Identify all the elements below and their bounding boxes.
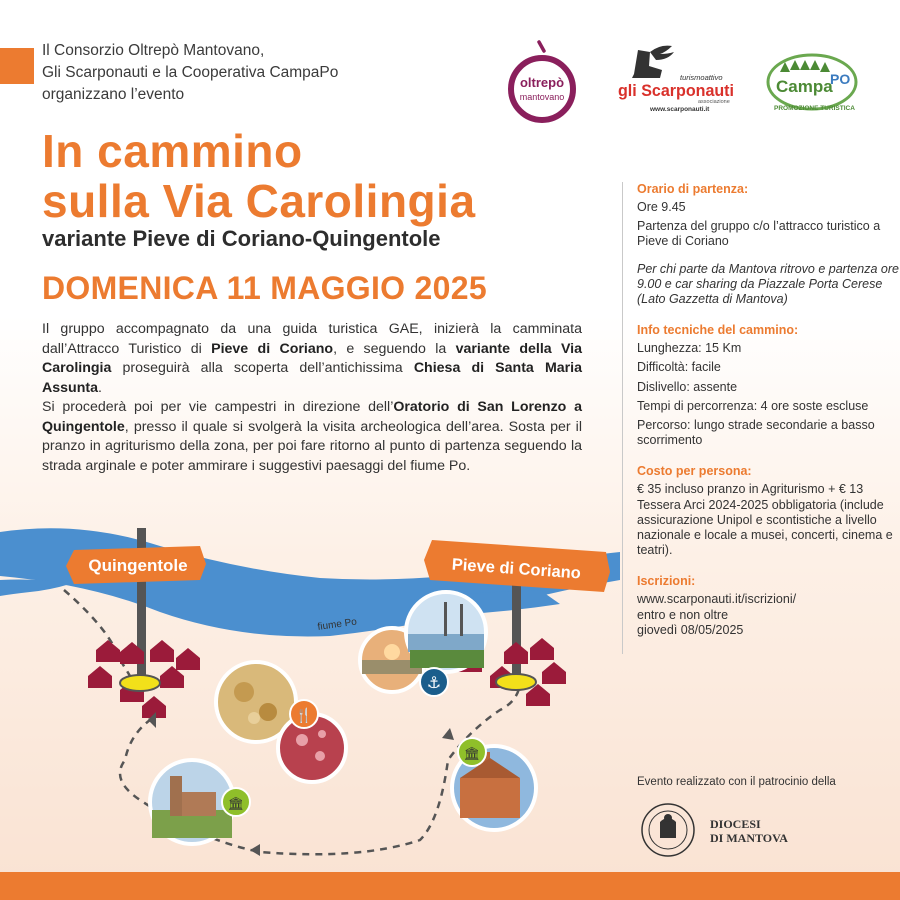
registration-heading: Iscrizioni:: [637, 574, 696, 589]
scarponauti-tagline: turismoattivo: [680, 73, 723, 82]
event-description: [42, 320, 582, 476]
info-route: Percorso: lungo strade secondarie a basso scorrimento: [637, 418, 875, 448]
info-sidebar: [622, 182, 900, 654]
campapo-logo: [766, 52, 862, 114]
restaurant-badge: [290, 700, 318, 728]
departure-section: [637, 182, 900, 307]
campapo-name-a: Campa: [776, 77, 833, 96]
event-title: [42, 126, 476, 226]
cost-details: € 35 incluso pranzo in Agriturismo + € 13 Tessera Arci 2024-2025 obbligatoria (include assicurazione Unipol e scontistiche a livello nazionale e locale a musei, concerti, cinema e teatri).: [637, 482, 893, 558]
anchor-badge: [420, 668, 448, 696]
description-paragraph-2: Si procederà poi per vie campestri in direzione dell’Oratorio di San Lorenzo a Quingentole, presso il quale si svolgerà la visita archeologica dell’area. Sosta per il pranzo in agriturismo della zona, per poi fare ritorno al punto di partenza seguendo la strada arginale e poter ammirare i suggestivi paesaggi del fiume Po.: [42, 399, 582, 474]
registration-deadline-date: giovedì 08/05/2025: [637, 622, 744, 637]
diocese-name-2: DI MANTOVA: [710, 831, 788, 845]
scarponauti-logo: [616, 44, 742, 114]
river-label: fiume Po: [316, 616, 358, 633]
info-length: Lunghezza: 15 Km: [637, 341, 742, 356]
info-difficulty: Difficoltà: facile: [637, 360, 721, 375]
right-column-badge: [458, 738, 486, 766]
oltrepo-mantovano-logo: [503, 40, 581, 124]
departure-time: Ore 9.45: [637, 200, 686, 214]
cost-heading: Costo per persona:: [637, 464, 752, 479]
registration-url[interactable]: www.scarponauti.it/iscrizioni/: [637, 592, 797, 607]
route-map-illustration: [0, 520, 620, 872]
registration-section: [637, 574, 900, 638]
info-elevation: Dislivello: assente: [637, 379, 738, 394]
organizers-intro: [42, 40, 372, 106]
quingentole-sign: [66, 546, 206, 584]
campapo-name-b: PO: [830, 71, 851, 87]
departure-heading: Orario di partenza:: [637, 182, 749, 196]
intro-line-3: organizzano l’evento: [42, 86, 185, 103]
orange-accent-block: [0, 48, 34, 84]
pieve-sign-label: Pieve di Coriano: [451, 555, 582, 583]
intro-line-2: Gli Scarponauti e la Cooperativa CampaPo: [42, 64, 339, 81]
patronage-text: Evento realizzato con il patrocinio della: [637, 776, 836, 788]
scarponauti-url: www.scarponauti.it: [650, 106, 710, 113]
registration-deadline-label: entro e non oltre: [637, 607, 729, 622]
right-marker: [496, 674, 536, 690]
diocesi-mantova-logo: [640, 798, 810, 858]
departure-place: Partenza del gruppo c/o l’attracco turistico a Pieve di Coriano: [637, 219, 881, 249]
left-column-badge: [222, 788, 250, 816]
title-line-2: sulla Via Carolingia: [42, 175, 476, 227]
diocese-name-1: DIOCESI: [710, 817, 761, 831]
oltrepo-logo-text-2: mantovano: [519, 92, 565, 102]
trees-icon: [780, 60, 830, 72]
quingentole-sign-label: Quingentole: [88, 556, 188, 575]
route-arrow-3: [442, 728, 454, 740]
bottom-orange-bar: [0, 872, 900, 900]
event-date: DOMENICA 11 MAGGIO 2025: [42, 270, 487, 306]
cost-section: [637, 464, 900, 558]
scarponauti-name: gli Scarponauti: [618, 81, 734, 100]
left-marker: [120, 675, 160, 691]
photo-river-landscape: [406, 592, 486, 672]
event-subtitle: variante Pieve di Coriano-Quingentole: [42, 226, 441, 251]
winged-boot-icon: [632, 46, 674, 78]
intro-line-1: Il Consorzio Oltrepò Mantovano,: [42, 42, 265, 59]
route-arrow-2: [250, 844, 260, 856]
scarponauti-association: associazione: [698, 99, 730, 105]
anchor-icon: ⚓: [426, 673, 442, 692]
technical-info-section: [637, 323, 900, 448]
technical-info-heading: Info tecniche del cammino:: [637, 323, 799, 338]
classical-column-icon-2: 🏛: [463, 747, 481, 762]
info-duration: Tempi di percorrenza: 4 ore soste escluse: [637, 398, 869, 413]
campapo-subtitle: PROMOZIONE TURISTICA: [774, 105, 855, 112]
oltrepo-logo-text-1: oltrepò: [519, 75, 565, 90]
fork-knife-icon: 🍴: [295, 708, 313, 724]
departure-mantova: Per chi parte da Mantova ritrovo e partenza ore 9.00 e car sharing da Piazzale Porta Cerese (Lato Gazzetta di Mantova): [637, 261, 899, 307]
title-line-1: In cammino: [42, 125, 303, 177]
classical-column-icon: 🏛: [227, 797, 245, 812]
description-paragraph-1: Il gruppo accompagnato da una guida turistica GAE, inizierà la camminata dall’Attracco Turistico di Pieve di Coriano, e seguendo la variante della Via Carolingia proseguirà alla scoperta dell’antichissima Chiesa di Santa Maria Assunta.: [42, 321, 583, 396]
diocese-seal-icon: [642, 804, 694, 856]
